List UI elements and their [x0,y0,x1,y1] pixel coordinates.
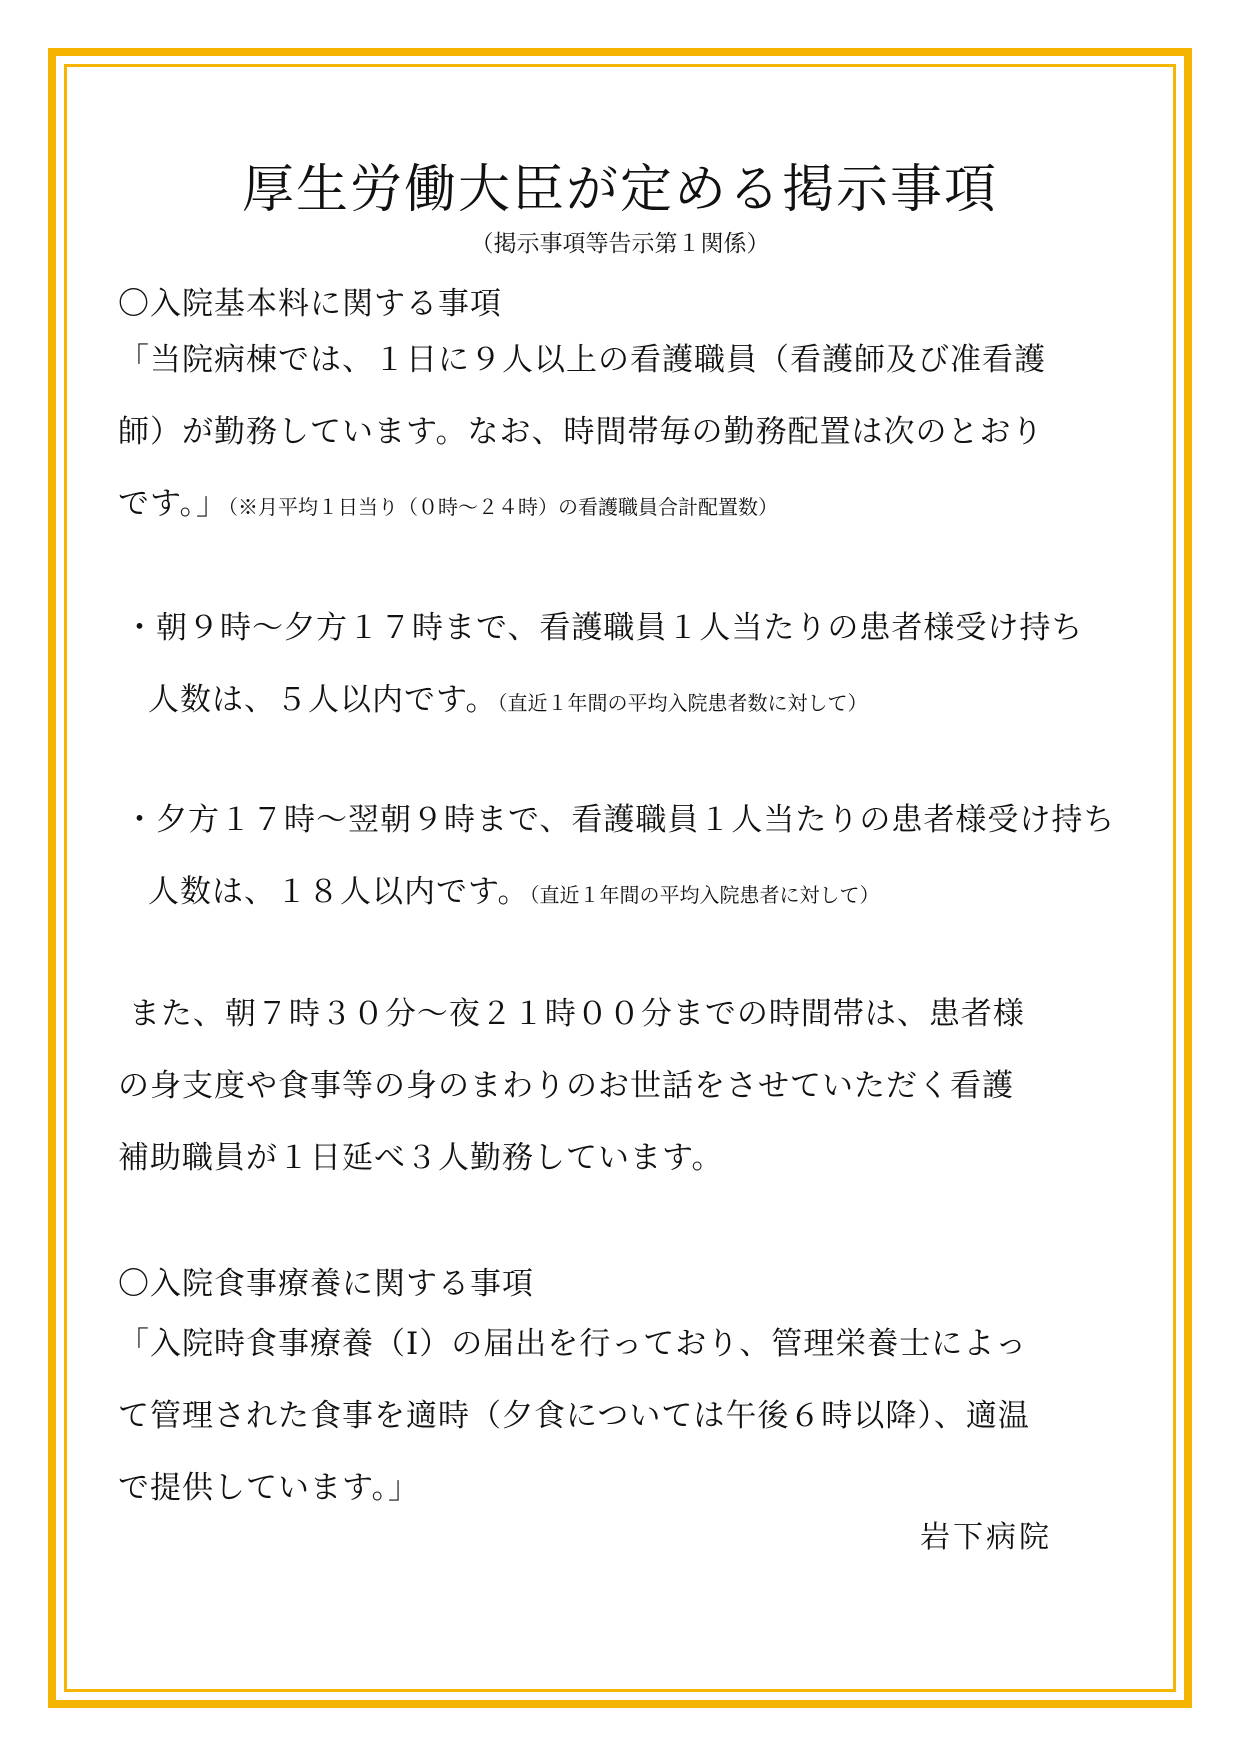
admission-fee-text-line [118,482,778,529]
meal-service-text-line: て管理された食事を適時（夕食については午後６時以降）、適温 [118,1398,1030,1434]
night-shift-bullet-line: ・夕方１７時～翌朝９時まで、看護職員１人当たりの患者様受け持ち [124,802,1116,838]
day-shift-note: （直近１年間の平均入院患者数に対して） [497,691,868,715]
meal-service-text-line: 「入院時食事療養（Ⅰ）の届出を行っており、管理栄養士によっ [118,1326,1028,1362]
page-title: 厚生労働大臣が定める掲示事項 [241,160,998,220]
admission-fee-text-end: です。」 [118,486,229,522]
nursing-aide-text-line: 補助職員が１日延べ３人勤務しています。 [118,1140,724,1176]
nursing-aide-text-line: また、朝７時３０分～夜２１時００分までの時間帯は、患者様 [118,996,1025,1032]
day-shift-ratio: 人数は、５人以内です。 [148,682,498,718]
section-heading-meal-service: 〇入院食事療養に関する事項 [118,1266,534,1302]
night-shift-bullet-line [148,870,880,917]
nursing-aide-text-line: の身支度や食事等の身のまわりのお世話をさせていただく看護 [118,1068,1014,1104]
admission-fee-text-line: 師）が勤務しています。なお、時間帯毎の勤務配置は次のとおり [118,414,1044,450]
page-subtitle: （掲示事項等告示第１関係） [470,231,770,257]
day-shift-bullet-line: ・朝９時～夕方１７時まで、看護職員１人当たりの患者様受け持ち [124,610,1084,646]
section-heading-admission-fee: 〇入院基本料に関する事項 [118,286,502,322]
admission-fee-text-line: 「当院病棟では、１日に９人以上の看護職員（看護師及び准看護 [118,342,1046,378]
hospital-name-signature: 岩下病院 [920,1520,1052,1555]
meal-service-text-line: で提供しています。」 [118,1470,421,1506]
night-shift-note: （直近１年間の平均入院患者に対して） [529,883,880,907]
staffing-average-note: （※月平均１日当り（０時～２４時）の看護職員合計配置数） [228,495,779,519]
day-shift-bullet-line [148,678,868,725]
night-shift-ratio: 人数は、１８人以内です。 [148,874,530,910]
